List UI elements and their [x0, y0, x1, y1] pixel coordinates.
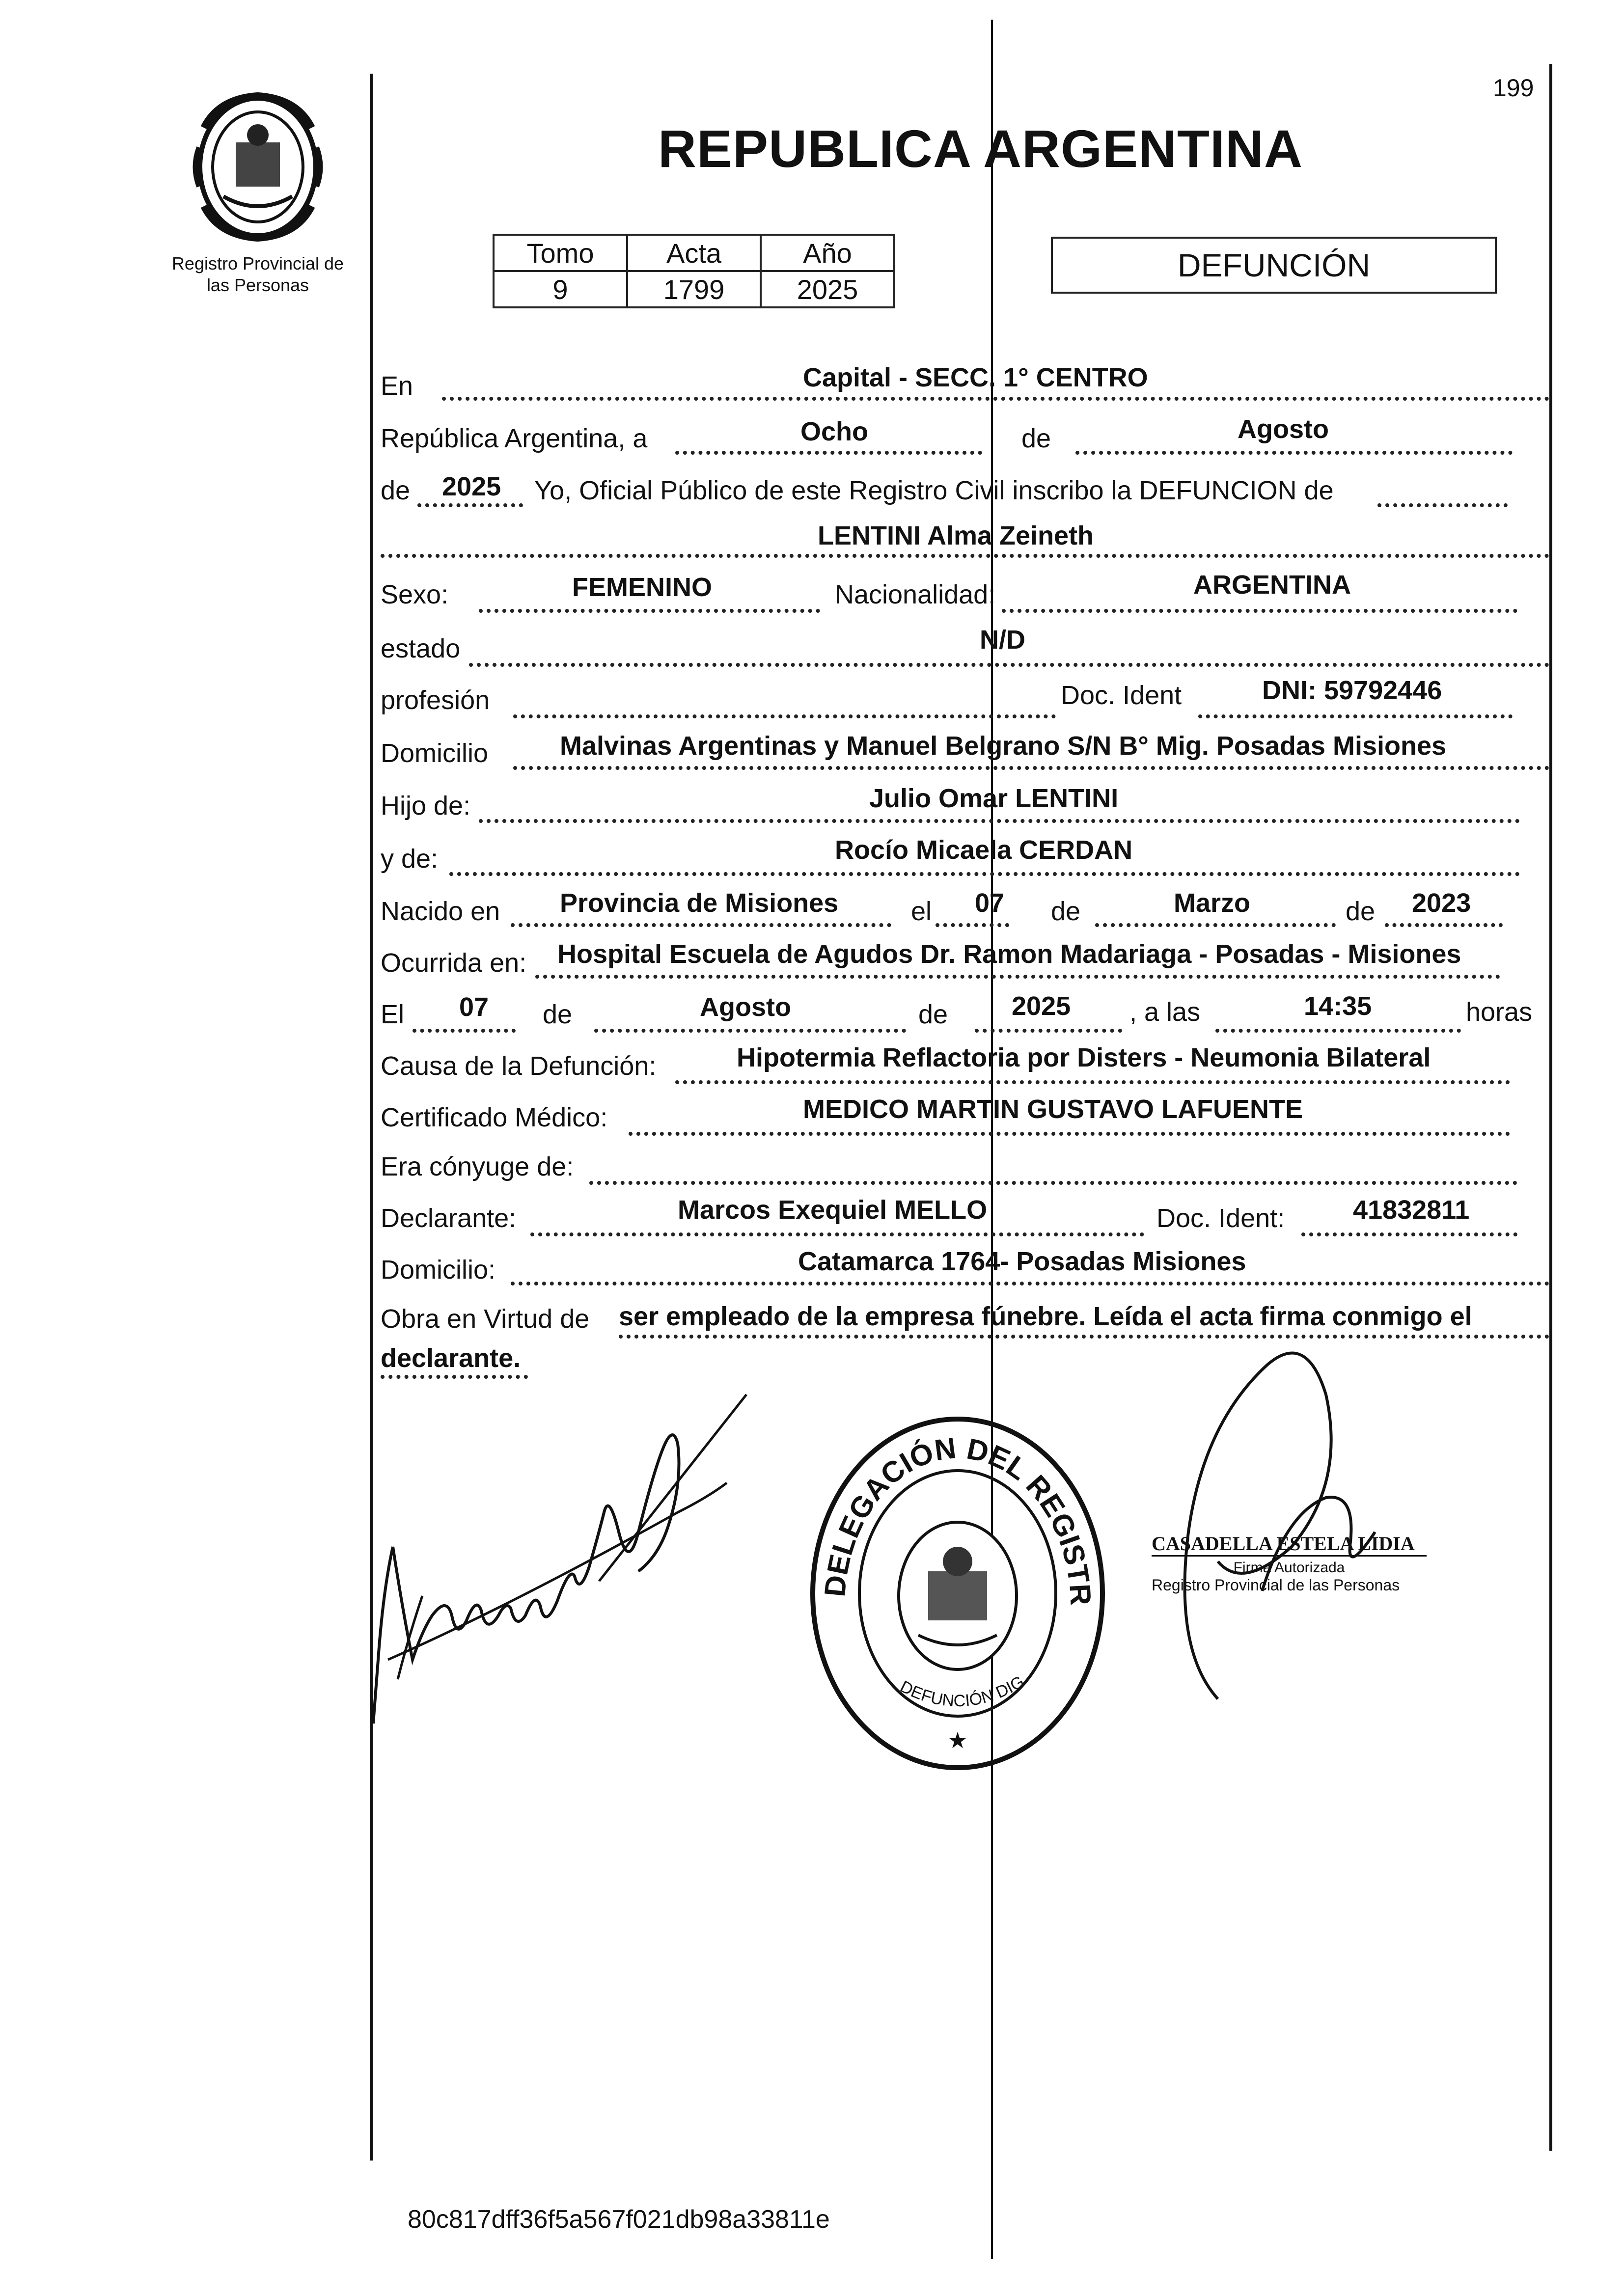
declarante-label: Declarante:: [381, 1204, 517, 1233]
en-dots: [442, 397, 1549, 401]
obra-value-line1: ser empleado de la empresa fúnebre. Leída el acta firma conmigo el: [619, 1302, 1472, 1331]
profesion-label: profesión: [381, 685, 490, 715]
doc-value: DNI: 59792446: [1262, 676, 1442, 705]
officer-name: CASADELLA ESTELA LIDIA: [1152, 1532, 1427, 1557]
hora-dots: [1215, 1029, 1461, 1033]
document-title: REPUBLICA ARGENTINA: [658, 119, 1303, 178]
registry-label-line1: Registro Provincial de: [171, 253, 344, 274]
hijo-value: Julio Omar LENTINI: [869, 784, 1119, 813]
page-number: 199: [1493, 74, 1534, 102]
def-dia-dots: [413, 1029, 516, 1033]
reference-header-row: [494, 235, 894, 271]
domicilio-value: Malvinas Argentinas y Manuel Belgrano S/N B° Mig. Posadas Misiones: [560, 731, 1447, 761]
nac-de2-label: de: [1346, 897, 1376, 926]
def-mes-value: Agosto: [700, 992, 791, 1022]
reference-value-tomo: 9: [494, 271, 627, 307]
name-dots: [381, 554, 1549, 558]
conyuge-label: Era cónyuge de:: [381, 1152, 574, 1181]
nacionalidad-dots: [1002, 609, 1517, 613]
officer-role: Firma Autorizada: [1233, 1560, 1345, 1576]
inscribe-dots: [1377, 503, 1508, 507]
def-dia-value: 07: [459, 992, 489, 1022]
star-icon: ★: [947, 1727, 968, 1753]
de2-label: de: [381, 476, 411, 505]
dia-value: Ocho: [800, 417, 869, 446]
registry-label: [147, 253, 368, 296]
nac-de-label: de: [1051, 897, 1081, 926]
officer-stamp: [1152, 1532, 1427, 1594]
center-fold-line: [991, 20, 993, 2259]
def-anio-value: 2025: [1012, 991, 1071, 1021]
yde-label: y de:: [381, 844, 439, 874]
nac-dia-value: 07: [975, 888, 1005, 918]
yde-value: Rocío Micaela CERDAN: [835, 835, 1133, 865]
estado-dots: [469, 663, 1549, 667]
doc-dots: [1198, 714, 1513, 718]
reference-header-acta: Acta: [627, 235, 761, 271]
sexo-label: Sexo:: [381, 580, 449, 609]
mes-dots: [1075, 451, 1513, 455]
nac-mes-value: Marzo: [1174, 888, 1251, 918]
sexo-value: FEMENINO: [572, 573, 713, 602]
doc2-value: 41832811: [1353, 1195, 1470, 1225]
domicilio-label: Domicilio: [381, 739, 489, 768]
causa-label: Causa de la Defunción:: [381, 1051, 657, 1081]
domicilio2-value: Catamarca 1764- Posadas Misiones: [798, 1247, 1246, 1276]
reference-header-tomo: Tomo: [494, 235, 627, 271]
obra-dots-line2: [381, 1375, 528, 1379]
sexo-dots: [479, 609, 820, 613]
mes-value: Agosto: [1238, 414, 1329, 444]
doc2-dots: [1301, 1232, 1517, 1236]
doc-label: Doc. Ident: [1061, 681, 1182, 710]
declarante-value: Marcos Exequiel MELLO: [678, 1195, 988, 1225]
obra-value-line2: declarante.: [381, 1343, 521, 1373]
nac-anio-value: 2023: [1412, 888, 1471, 918]
ocurrida-dots: [535, 975, 1500, 979]
declarant-signature: [363, 1385, 805, 1728]
hijo-label: Hijo de:: [381, 791, 471, 821]
registry-label-line2: las Personas: [206, 275, 309, 295]
nacido-value: Provincia de Misiones: [560, 888, 839, 918]
domicilio-dots: [513, 766, 1549, 770]
def-de-label: de: [543, 1000, 573, 1029]
nac-dia-dots: [936, 923, 1009, 927]
causa-dots: [675, 1080, 1510, 1084]
province-emblem-icon: [189, 88, 327, 246]
officer-office: Registro Provincial de las Personas: [1152, 1576, 1400, 1594]
el-label: el: [911, 897, 932, 926]
def-anio-dots: [975, 1029, 1122, 1033]
el2-label: El: [381, 1000, 405, 1029]
nacionalidad-label: Nacionalidad:: [835, 580, 996, 609]
nac-mes-dots: [1095, 923, 1336, 927]
right-margin-line: [1549, 64, 1552, 2151]
alas-label: , a las: [1129, 997, 1201, 1027]
nacido-dots: [511, 923, 891, 927]
republica-label: República Argentina, a: [381, 424, 648, 453]
def-de2-label: de: [918, 1000, 948, 1029]
anio-value: 2025: [442, 472, 501, 501]
declarante-dots: [530, 1232, 1144, 1236]
en-value: Capital - SECC. 1° CENTRO: [803, 363, 1148, 392]
def-mes-dots: [594, 1029, 906, 1033]
dia-dots: [675, 451, 982, 455]
left-margin-line: [370, 74, 373, 2161]
anio-dots: [417, 503, 523, 507]
document-type-box: [1051, 237, 1497, 294]
doc2-label: Doc. Ident:: [1156, 1204, 1285, 1233]
stamp-ring-text: DELEGACIÓN DEL REGISTR: [818, 1431, 1098, 1606]
estado-value: N/D: [980, 625, 1025, 655]
hijo-dots: [479, 819, 1520, 823]
obra-label: Obra en Virtud de: [381, 1304, 590, 1334]
ocurrida-label: Ocurrida en:: [381, 948, 527, 978]
profesion-dots: [513, 714, 1056, 718]
document-hash: 80c817dff36f5a567f021db98a33811e: [408, 2205, 830, 2234]
de-label: de: [1021, 424, 1051, 453]
reference-table: [493, 234, 895, 308]
reference-header-anio: Año: [761, 235, 894, 271]
nac-anio-dots: [1385, 923, 1503, 927]
reference-value-row: [494, 271, 894, 307]
conyuge-dots: [589, 1181, 1517, 1185]
stamp-bottom-text: DEFUNCIÓN DIG: [897, 1672, 1028, 1711]
causa-value: Hipotermia Reflactoria por Disters - Neumonia Bilateral: [737, 1043, 1431, 1072]
certificado-label: Certificado Médico:: [381, 1103, 608, 1132]
hora-value: 14:35: [1304, 991, 1372, 1021]
registry-stamp: [805, 1409, 1110, 1773]
ocurrida-value: Hospital Escuela de Agudos Dr. Ramon Madariaga - Posadas - Misiones: [557, 939, 1461, 969]
estado-label: estado: [381, 634, 461, 663]
en-label: En: [381, 371, 413, 401]
document-type: DEFUNCIÓN: [1177, 247, 1371, 283]
nacido-label: Nacido en: [381, 897, 500, 926]
horas-label: horas: [1466, 997, 1533, 1027]
reference-value-acta: 1799: [627, 271, 761, 307]
domicilio2-dots: [511, 1282, 1549, 1286]
nacionalidad-value: ARGENTINA: [1193, 570, 1351, 600]
certificado-dots: [629, 1132, 1510, 1136]
domicilio2-label: Domicilio:: [381, 1255, 496, 1285]
name-value: LENTINI Alma Zeineth: [818, 521, 1094, 550]
inscribe-text: Yo, Oficial Público de este Registro Civil inscribo la DEFUNCION de: [534, 476, 1334, 505]
officer-signature: [1120, 1336, 1414, 1709]
reference-value-anio: 2025: [761, 271, 894, 307]
yde-dots: [449, 872, 1520, 876]
certificado-value: MEDICO MARTIN GUSTAVO LAFUENTE: [803, 1094, 1303, 1124]
